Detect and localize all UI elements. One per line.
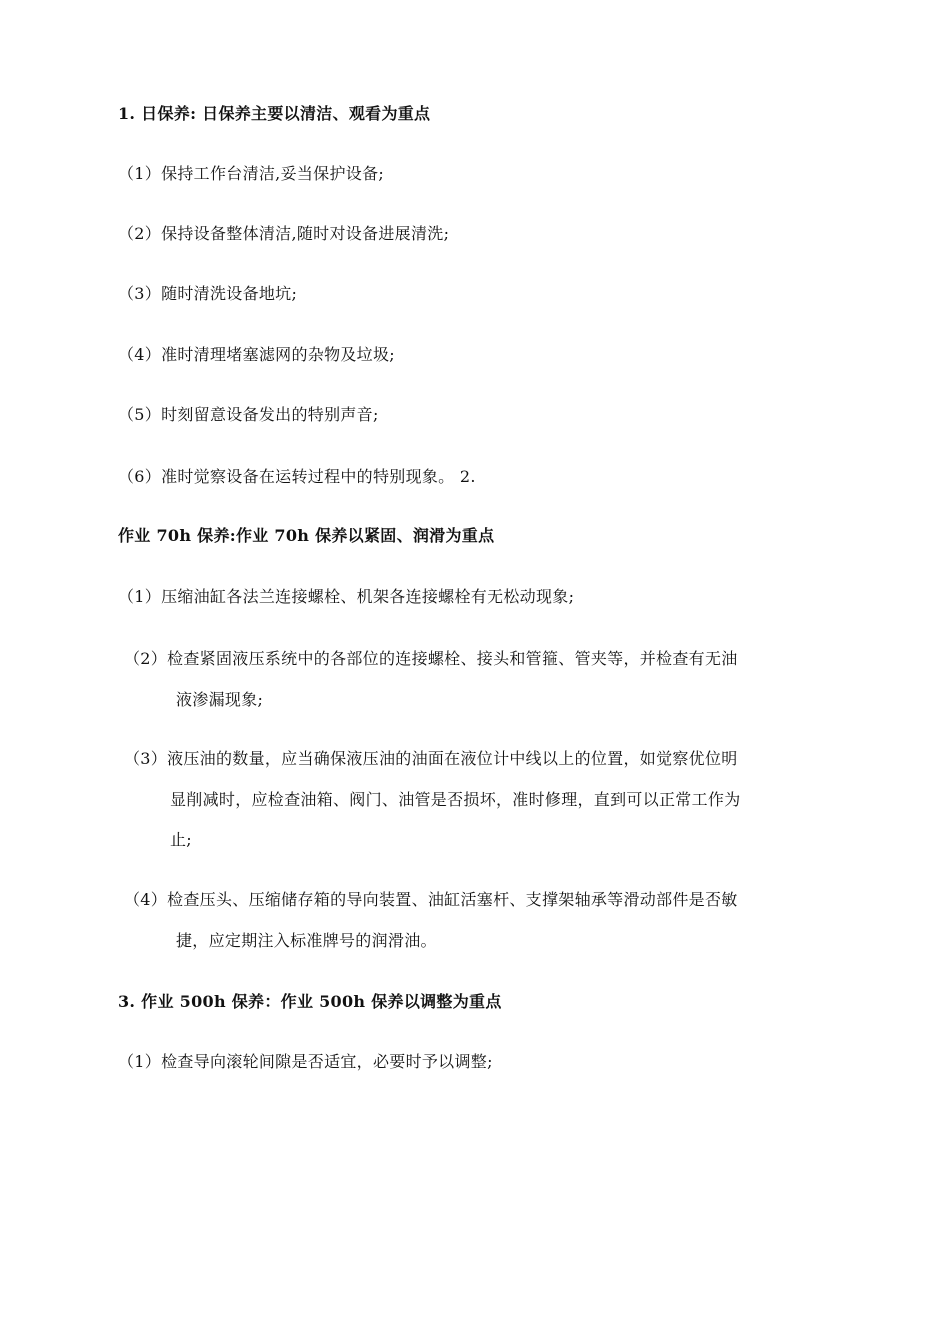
section-2-item-4-line-2: 捷，应定期注入标准牌号的润滑油。 — [176, 931, 437, 950]
section-2-item-2-line-1: （2）检查紧固液压系统中的各部位的连接螺栓、接头和管箍、管夹等，并检查有无油 — [124, 649, 738, 668]
section-2-item-2-line-2: 液渗漏现象; — [176, 690, 264, 709]
section-1-item-5: （5）时刻留意设备发出的特别声音; — [118, 405, 379, 424]
section-3-item-1: （1）检查导向滚轮间隙是否适宜，必要时予以调整; — [118, 1052, 493, 1071]
section-1-item-2: （2）保持设备整体清洁,随时对设备进展清洗; — [118, 224, 450, 243]
section-1-item-1: （1）保持工作台清洁,妥当保护设备; — [118, 164, 385, 183]
section-2-item-4-line-1: （4）检查压头、压缩储存箱的导向装置、油缸活塞杆、支撑架轴承等滑动部件是否敏 — [124, 890, 738, 909]
section-2-item-1: （1）压缩油缸各法兰连接螺栓、机架各连接螺栓有无松动现象; — [118, 587, 575, 606]
section-2-item-3-line-3: 止; — [170, 830, 192, 849]
section-1-heading: 1. 日保养: 日保养主要以清洁、观看为重点 — [118, 104, 431, 123]
section-3-heading: 3. 作业 500h 保养：作业 500h 保养以调整为重点 — [118, 992, 502, 1011]
section-2-item-3-line-1: （3）液压油的数量，应当确保液压油的油面在液位计中线以上的位置，如觉察优位明 — [124, 749, 738, 768]
section-1-item-4: （4）准时清理堵塞滤网的杂物及垃圾; — [118, 345, 395, 364]
section-1-item-6: （6）准时觉察设备在运转过程中的特别现象。 2. — [118, 467, 476, 486]
section-1-item-3: （3）随时清洗设备地坑; — [118, 284, 298, 303]
section-2-item-3-line-2: 显削减时，应检查油箱、阀门、油管是否损坏，准时修理，直到可以正常工作为 — [170, 790, 741, 809]
section-2-heading: 作业 70h 保养:作业 70h 保养以紧固、润滑为重点 — [118, 526, 495, 545]
